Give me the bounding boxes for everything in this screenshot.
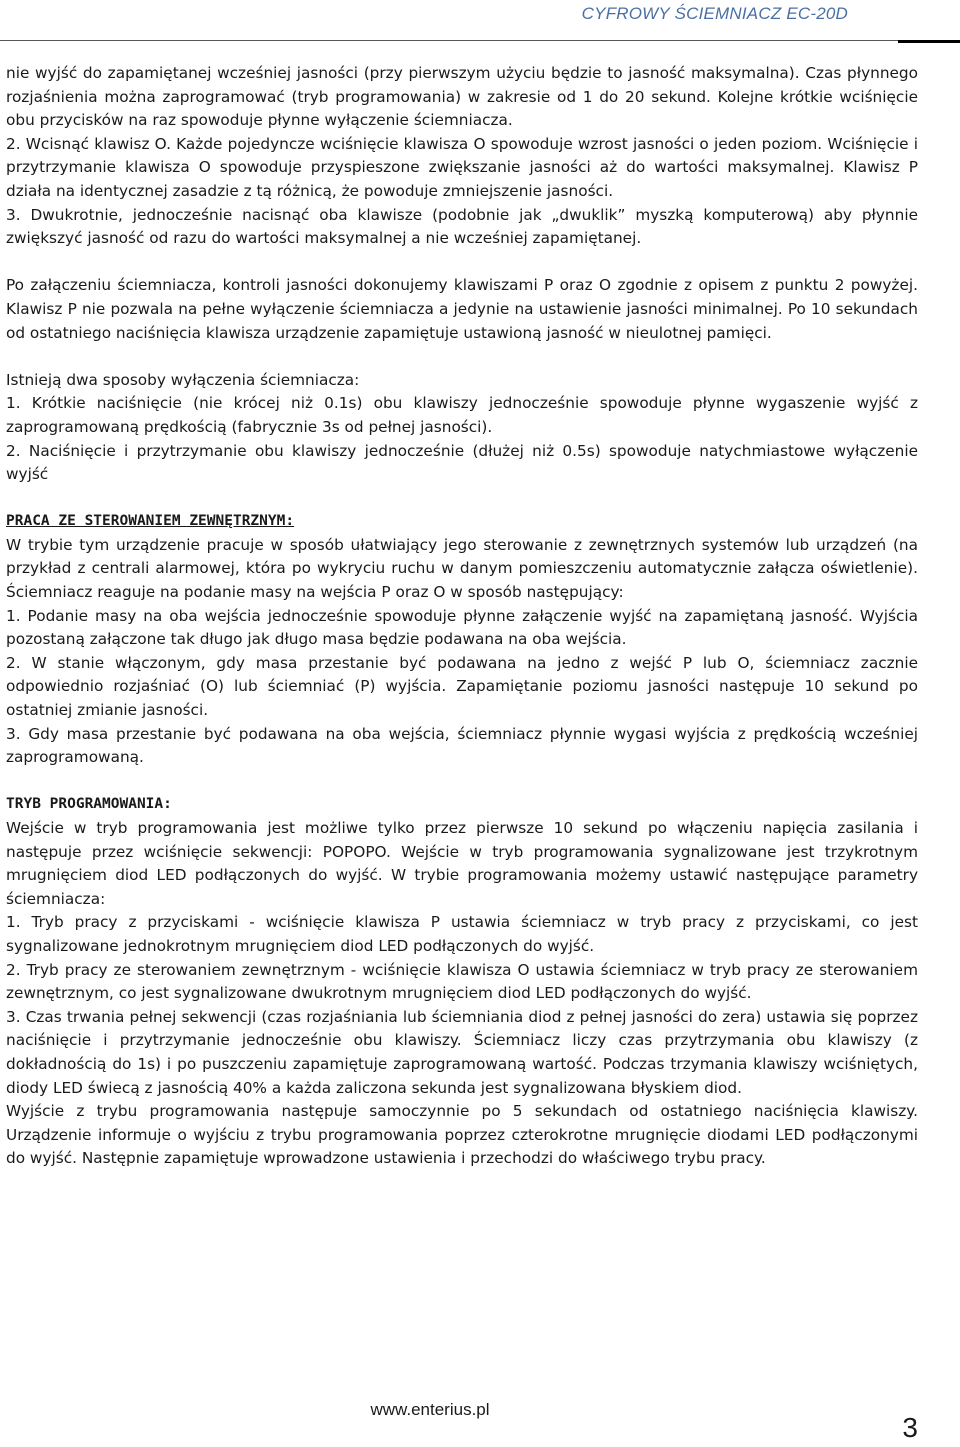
shutdown-intro: Istnieją dwa sposoby wyłączenia ściemniacza: [6, 370, 360, 389]
paragraph: 3. Gdy masa przestanie być podawana na oba wejścia, ściemniacz płynnie wygasi wyjścia z prędkością wcześniej zaprogramowaną. [6, 724, 918, 767]
paragraph: Wejście w tryb programowania jest możliwe tylko przez pierwsze 10 sekund po włączeniu napięcia zasilania i następuje przez wciśnięcie sekwencji: POPOPO. Wejście w tryb programowania sygnalizowane jest trzykrotnym mrugnięciem diod LED podłączonych do wyjść. W trybie programowania możemy ustawić następujące parametry ściemniacza: [6, 819, 918, 908]
spacer [6, 345, 918, 369]
footer-url: www.enterius.pl [370, 1400, 490, 1419]
paragraph: nie wyjść do zapamiętanej wcześniej jasności (przy pierwszym użyciu będzie to jasność maksymalna). Czas płynnego rozjaśnienia można zaprogramować (tryb programowania) w zakresie od 1 do 20 sekund. Kolejne krótkie wciśnięcie obu przycisków na raz spowoduje płynne wyłączenie ściemniacza. [6, 64, 918, 130]
shutdown-item: 1. Krótkie naciśnięcie (nie krócej niż 0.1s) obu klawiszy jednocześnie spowoduje płynne wygaszenie wyjść z zaprogramowaną prędkością (fabrycznie 3s od pełnej jasności). [6, 394, 918, 436]
shutdown-item: 2. Naciśnięcie i przytrzymanie obu klawiszy jednocześnie (dłużej niż 0.5s) spowoduje natychmiastowe wyłączenie wyjść [6, 441, 918, 484]
paragraph: Wyjście z trybu programowania następuje samoczynnie po 5 sekundach od ostatniego naciśnięcia klawiszy. Urządzenie informuje o wyjściu z trybu programowania poprzez czterokrotne mrugnięcie diodami LED podłączonymi do wyjść. Następnie zapamiętuje wprowadzone ustawienia i przechodzi do właściwego trybu pracy. [6, 1102, 918, 1168]
paragraph-control: Po załączeniu ściemniacza, kontroli jasności dokonujemy klawiszami P oraz O zgodnie z opisem z punktu 2 powyżej. Klawisz P nie pozwala na pełne wyłączenie ściemniacza a jedynie na ustawienie jasności minimalnej. Po 10 sekundach od ostatniego naciśnięcia klawisza urządzenie zapamiętuje ustawioną jasność w nieulotnej pamięci. [6, 276, 918, 342]
paragraph: 3. Czas trwania pełnej sekwencji (czas rozjaśniania lub ściemniania diod z pełnej jasności do zera) ustawia się poprzez naciśnięcie i przytrzymanie jednocześnie obu klawiszy. Ściemniacz liczy czas przytrzymania obu klawiszy (z dokładnością do 1s) i po puszczeniu zapamiętuje zaprogramowaną wartość. Podczas trzymania klawiszy wciśniętych, diody LED świecą z jasnością 40% a każda zaliczona sekunda jest sygnalizowana błyskiem diod. [6, 1007, 918, 1097]
document-body [6, 62, 918, 1171]
paragraph: 2. Tryb pracy ze sterowaniem zewnętrznym - wciśnięcie klawisza O ustawia ściemniacz w tryb pracy ze sterowaniem zewnętrznym, co jest sygnalizowane dwukrotnym mrugnięciem diod LED podłączonych do wyjść. [6, 960, 918, 1003]
header-rule-accent [898, 40, 960, 43]
spacer [6, 251, 918, 275]
paragraph: 1. Podanie masy na oba wejścia jednocześnie spowoduje płynne załączenie wyjść na zapamiętaną jasność. Wyjścia pozostaną załączone tak długo jak długo masa będzie podawana na oba wejścia. [6, 606, 918, 649]
paragraph: W trybie tym urządzenie pracuje w sposób ułatwiający jego sterowanie z zewnętrznych systemów lub urządzeń (na przykład z centrali alarmowej, która po wykryciu ruchu w danym pomieszczeniu automatycznie załącza oświetlenie). Ściemniacz reaguje na podanie masy na wejścia P oraz O w sposób następujący: [6, 535, 918, 602]
spacer [6, 770, 918, 794]
header-title: CYFROWY ŚCIEMNIACZ EC-20D [581, 4, 848, 23]
page-number: 3 [902, 1412, 918, 1443]
section-heading-external: PRACA ZE STEROWANIEM ZEWNĘTRZNYM: [6, 513, 295, 530]
section-heading-programming: TRYB PROGRAMOWANIA: [6, 796, 172, 813]
paragraph: 2. W stanie włączonym, gdy masa przestanie być podawana na jedno z wejść P lub O, ściemniacz zacznie odpowiednio rozjaśniać (O) lub ściemniać (P) wyjścia. Zapamiętanie poziomu jasności następuje 10 sekund po ostatniej zmianie jasności. [6, 653, 918, 720]
paragraph: 2. Wcisnąć klawisz O. Każde pojedyncze wciśnięcie klawisza O spowoduje wzrost jasności o jeden poziom. Wciśnięcie i przytrzymanie klawisza O spowoduje przyspieszone zwiększanie jasności aż do wartości maksymalnej. Klawisz P działa na identycznej zasadzie z tą różnicą, że powoduje zmniejszenie jasności. [6, 134, 918, 200]
paragraph: 3. Dwukrotnie, jednocześnie nacisnąć oba klawisze (podobnie jak „dwuklik” myszką komputerową) aby płynnie zwiększyć jasność od razu do wartości maksymalnej a nie wcześniej zapamiętanej. [6, 205, 918, 248]
spacer [6, 487, 918, 511]
header-rule [0, 40, 960, 41]
paragraph: 1. Tryb pracy z przyciskami - wciśnięcie klawisza P ustawia ściemniacz w tryb pracy z przyciskami, co jest sygnalizowane jednokrotnym mrugnięciem diod LED podłączonych do wyjść. [6, 913, 918, 955]
